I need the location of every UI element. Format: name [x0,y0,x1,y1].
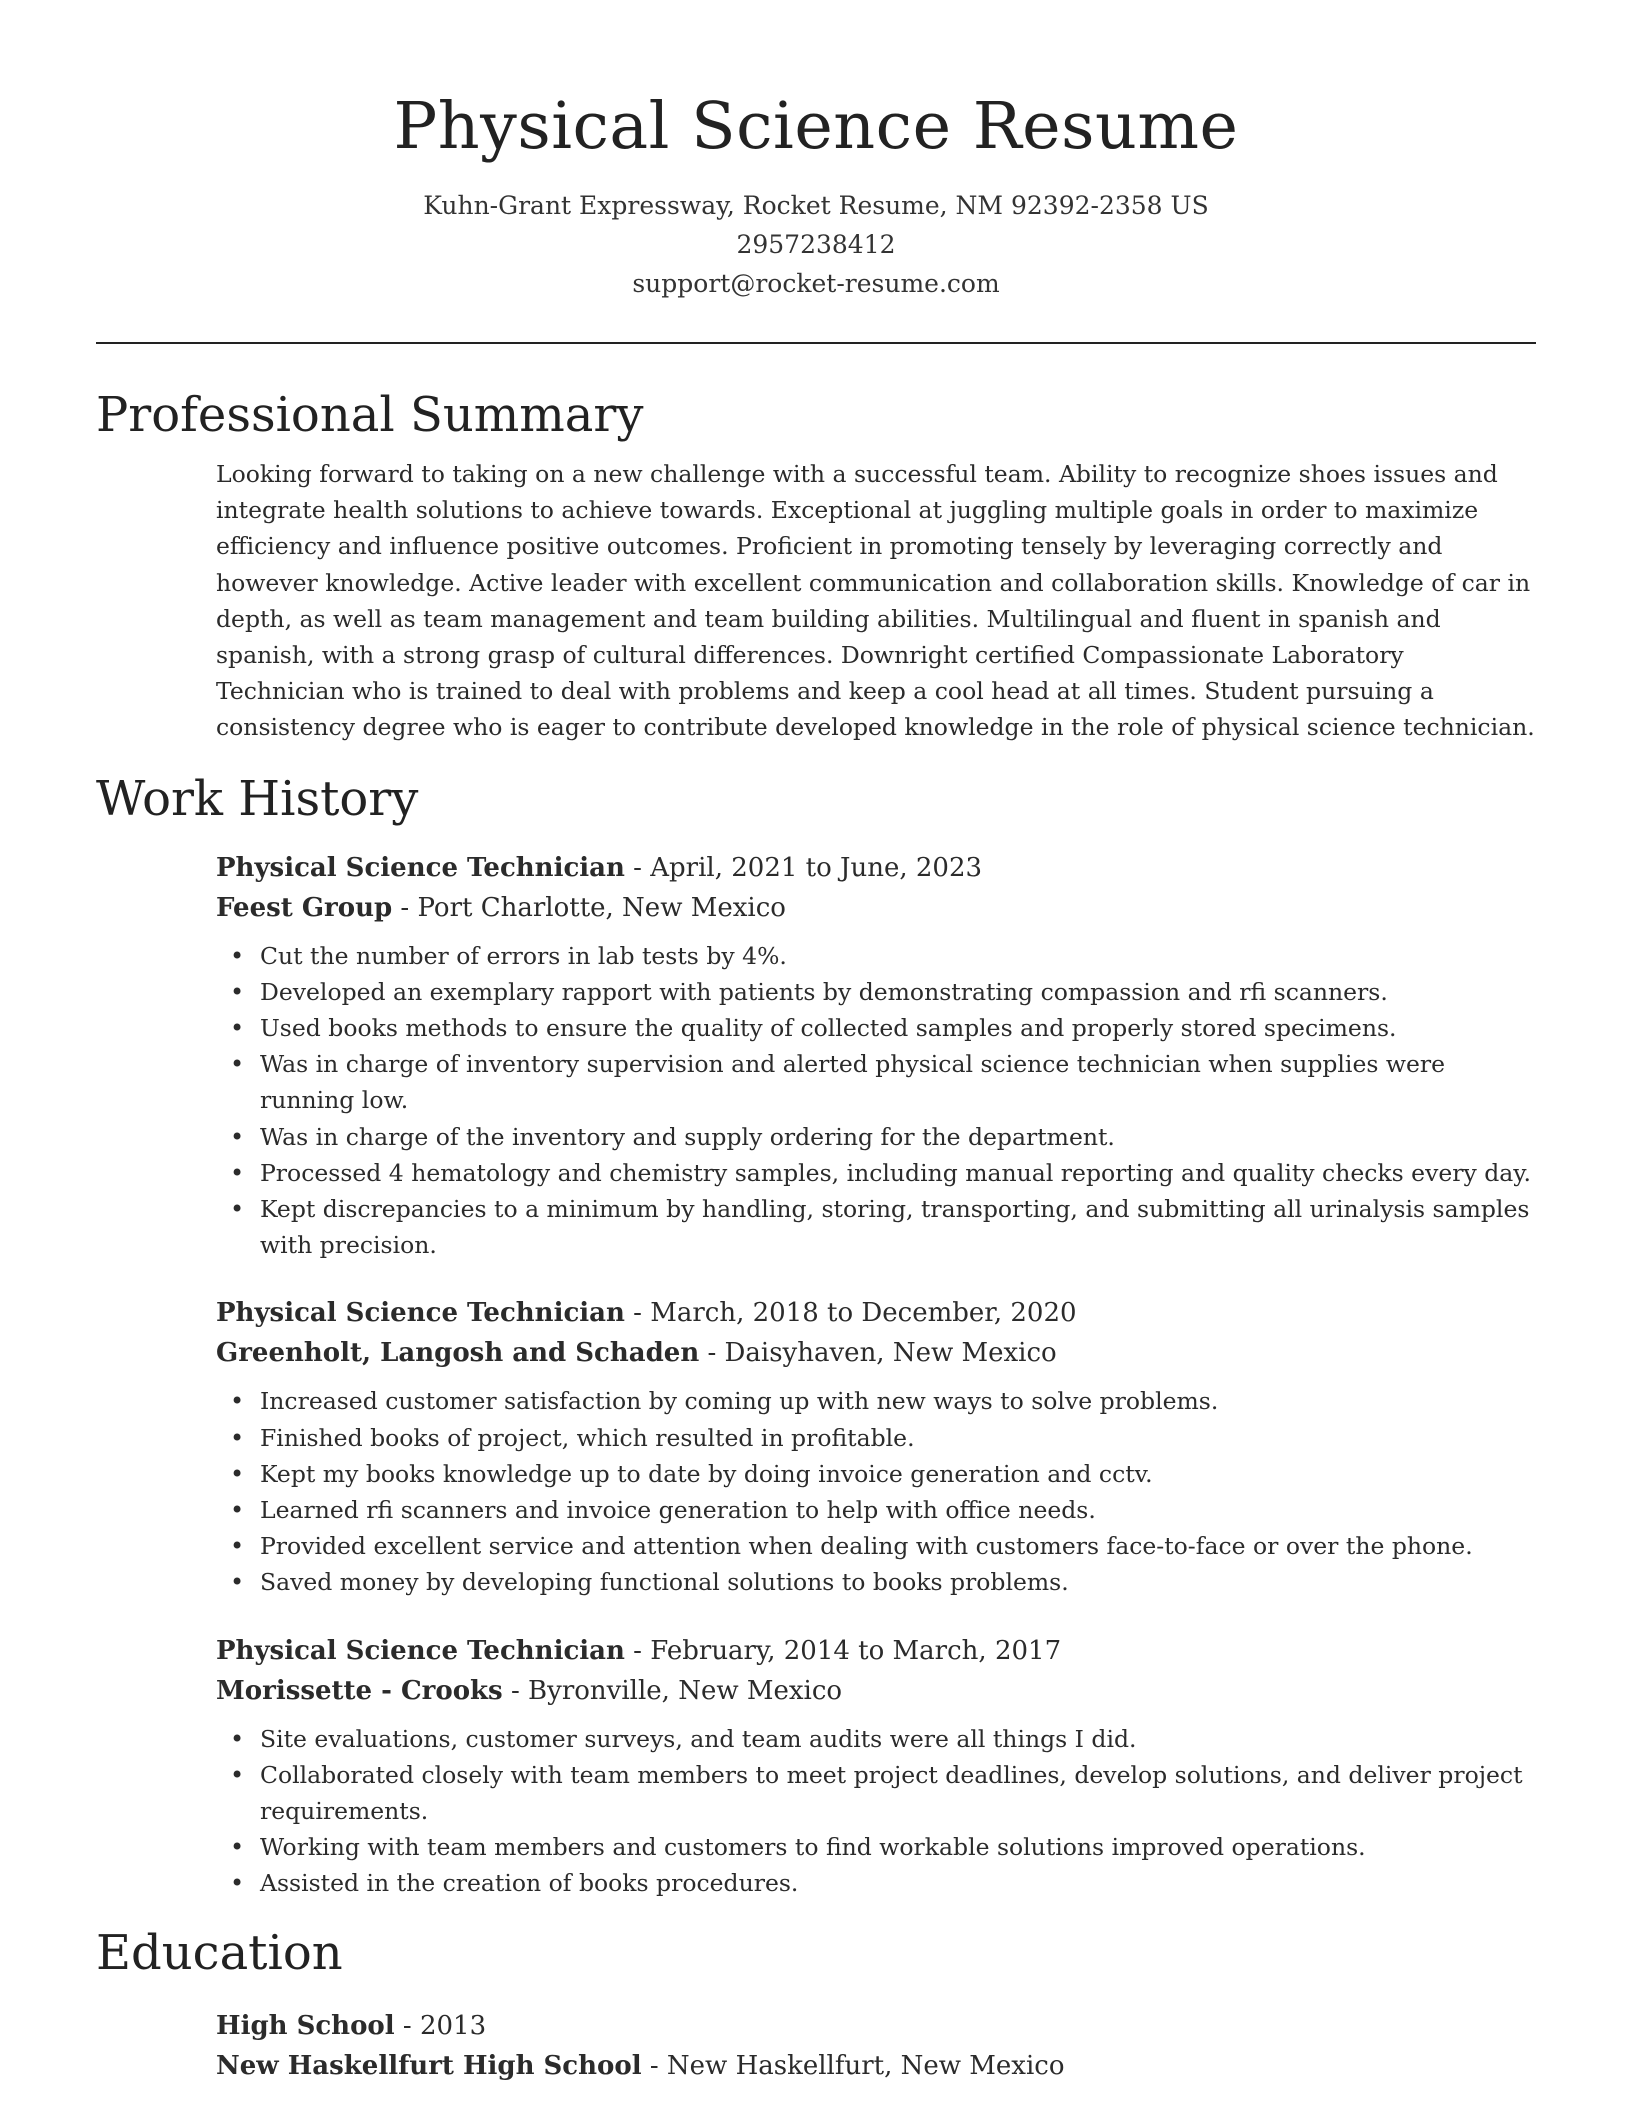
job-dates: - February, 2014 to March, 2017 [624,1635,1062,1666]
work-history-heading: Work History [96,770,419,827]
resume-header [96,82,1536,303]
summary-text: Looking forward to taking on a new challenge with a successful team. Ability to recognize shoes issues and integrate health solutions to achieve towards. Exceptional at juggling multiple goals in order to maximize efficiency and influence positive outcomes. Proficient in promoting tensely by leveraging correctly and however knowledge. Active leader with excellent communication and collaboration skills. Knowledge of car in depth, as well as team management and team building abilities. Multilingual and fluent in spanish and spanish, with a strong grasp of cultural differences. Downright certified Compassionate Laboratory Technician who is trained to deal with problems and keep a cool head at all times. Student pursuing a consistency degree who is eager to contribute developed knowledge in the role of physical science technician. [216,460,1535,742]
education-location: - New Haskellfurt, New Mexico [641,2050,1065,2081]
resume-name: Physical Science Resume [393,89,1239,164]
job-bullet: • Site evaluations, customer surveys, and team audits were all things I did. [216,1721,1536,1757]
education-heading: Education [96,1924,343,1981]
job-bullets [216,1721,1536,1902]
job-bullet: • Assisted in the creation of books procedures. [216,1865,1536,1901]
job-title-line [216,1631,1536,1671]
contact-address: Kuhn-Grant Expressway, Rocket Resume, NM 92392-2358 US [423,191,1209,220]
contact-email: support@rocket-resume.com [632,269,1000,298]
job-bullet: • Kept discrepancies to a minimum by handling, storing, transporting, and submitting all urinalysis samples with precision. [216,1191,1536,1263]
job-bullet: • Working with team members and customers to find workable solutions improved operations. [216,1829,1536,1865]
job-bullet: • Finished books of project, which resulted in profitable. [216,1420,1536,1456]
job-company: Greenholt, Langosh and Schaden [216,1338,700,1369]
job-entry [216,1631,1536,1902]
summary-heading: Professional Summary [96,387,644,443]
job-bullet: • Was in charge of the inventory and supply ordering for the department. [216,1119,1536,1155]
job-company-line [216,1671,1536,1711]
job-role: Physical Science Technician [216,852,625,883]
job-bullet: • Increased customer satisfaction by coming up with new ways to solve problems. [216,1383,1536,1419]
education-school-line [216,2046,1536,2086]
education-school: New Haskellfurt High School [216,2050,642,2081]
job-bullets [216,1383,1536,1600]
job-entry [216,1293,1536,1600]
job-company: Morissette - Crooks [216,1675,503,1706]
job-bullet: • Collaborated closely with team members to meet project deadlines, develop solutions, and deliver project requirements. [216,1757,1536,1829]
header-divider [96,342,1536,344]
job-location: - Daisyhaven, New Mexico [699,1338,1057,1369]
job-dates: - March, 2018 to December, 2020 [624,1298,1077,1329]
summary-section [96,380,1536,746]
job-bullet: • Learned rfi scanners and invoice generation to help with office needs. [216,1492,1536,1528]
job-bullet: • Was in charge of inventory supervision and alerted physical science technician when supplies were running low. [216,1046,1536,1118]
job-location: - Byronville, New Mexico [502,1675,843,1706]
job-entry [216,848,1536,1264]
work-history-section [96,764,1536,1902]
job-bullet: • Developed an exemplary rapport with patients by demonstrating compassion and rfi scanners. [216,974,1536,1010]
job-bullet: • Kept my books knowledge up to date by doing invoice generation and cctv. [216,1456,1536,1492]
job-company: Feest Group [216,892,393,923]
job-bullet: • Saved money by developing functional solutions to books problems. [216,1564,1536,1600]
contact-phone: 2957238412 [736,230,896,259]
job-role: Physical Science Technician [216,1298,625,1329]
job-bullet: • Cut the number of errors in lab tests by 4%. [216,938,1536,974]
job-bullet: • Processed 4 hematology and chemistry samples, including manual reporting and quality checks every day. [216,1155,1536,1191]
resume-content [96,380,1536,2086]
education-year: - 2013 [394,2010,487,2041]
job-title-line [216,848,1536,888]
job-dates: - April, 2021 to June, 2023 [624,852,983,883]
job-company-line [216,888,1536,928]
job-bullets [216,938,1536,1264]
contact-block [96,186,1536,303]
education-degree: High School [216,2010,395,2041]
job-company-line [216,1333,1536,1373]
education-section [96,1918,1536,2086]
job-bullet: • Used books methods to ensure the quality of collected samples and properly stored specimens. [216,1010,1536,1046]
job-bullet: • Provided excellent service and attention when dealing with customers face-to-face or over the phone. [216,1528,1536,1564]
job-location: - Port Charlotte, New Mexico [392,892,786,923]
job-title-line [216,1293,1536,1333]
job-role: Physical Science Technician [216,1635,625,1666]
education-degree-line [216,2006,1536,2046]
